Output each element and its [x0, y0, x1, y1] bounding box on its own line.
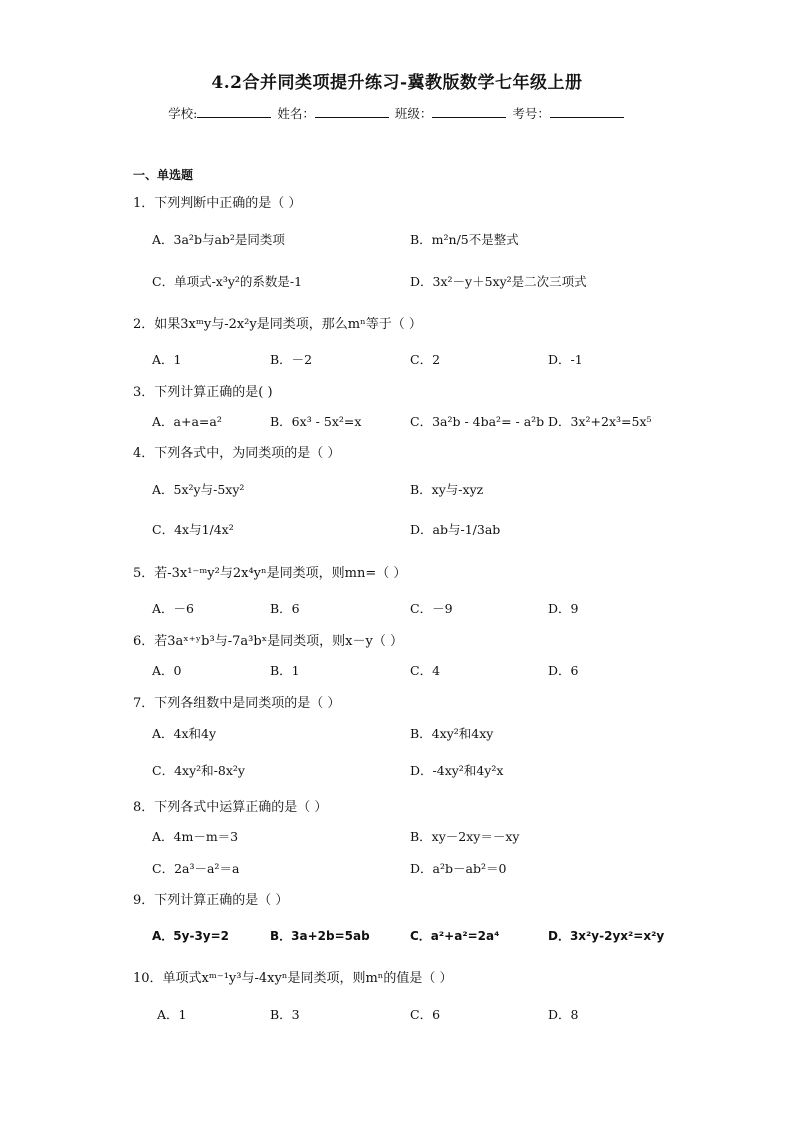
question-4-option-b[interactable]	[410, 480, 483, 498]
option-text: B．－2	[270, 352, 313, 367]
question-8-option-c[interactable]	[152, 859, 239, 877]
question-7-option-c[interactable]	[152, 761, 245, 779]
question-2-option-c[interactable]	[410, 350, 440, 368]
option-text: D．a²b－ab²＝0	[410, 861, 507, 876]
option-text: A．a+a=a²	[152, 414, 222, 429]
exam-number-label: 考号：	[512, 106, 550, 121]
question-3-option-a[interactable]	[152, 412, 222, 430]
question-2-option-d[interactable]	[548, 350, 583, 368]
question-3-option-c[interactable]	[410, 412, 544, 430]
question-8-option-a[interactable]	[152, 827, 238, 845]
name-blank[interactable]	[315, 106, 389, 118]
option-text: B．m²n/5不是整式	[410, 232, 519, 247]
option-text: D．6	[548, 663, 579, 678]
question-5-option-d[interactable]	[548, 599, 578, 617]
question-3-stem: 3．下列计算正确的是( )	[133, 385, 273, 400]
class-blank[interactable]	[432, 106, 506, 118]
option-text: D．9	[548, 601, 579, 616]
option-text: B．6x³ - 5x²=x	[270, 414, 362, 429]
section-heading: 一、单选题	[133, 168, 194, 182]
question-6-stem: 6．若3aˣ⁺ʸb³与-7a³bˣ是同类项，则x－y（ ）	[133, 634, 403, 649]
question-1-option-c[interactable]	[152, 272, 302, 290]
question-2-option-b[interactable]	[270, 350, 312, 368]
option-text: A．5y-3y=2	[152, 929, 230, 943]
question-1-option-a[interactable]	[152, 230, 285, 248]
question-10-option-a[interactable]	[157, 1005, 186, 1023]
question-1-option-b[interactable]	[410, 230, 519, 248]
option-text: A．1	[152, 352, 182, 367]
option-text: B．xy与-xyz	[410, 482, 484, 497]
option-text: C．2	[410, 352, 441, 367]
question-4-option-c[interactable]	[152, 520, 234, 538]
option-text: A．0	[152, 663, 182, 678]
question-7-option-b[interactable]	[410, 724, 493, 742]
question-10-option-c[interactable]	[410, 1005, 440, 1023]
question-9-option-c[interactable]	[410, 927, 499, 944]
option-text: C．3a²b - 4ba²= - a²b	[410, 414, 545, 429]
question-10-option-d[interactable]	[548, 1005, 578, 1023]
class-label: 班级：	[394, 106, 433, 121]
question-5-option-a[interactable]	[152, 599, 194, 617]
question-2-stem: 2．如果3xᵐy与-2x²y是同类项，那么mⁿ等于（ ）	[133, 317, 422, 332]
option-text: B．4xy²和4xy	[410, 726, 494, 741]
option-text: D．3x²y-2yx²=x²y	[548, 929, 665, 943]
option-text: A．5x²y与-5xy²	[152, 482, 245, 497]
question-1-stem: 1．下列判断中正确的是（ ）	[133, 196, 302, 211]
question-5-option-b[interactable]	[270, 599, 300, 617]
option-text: B．3a+2b=5ab	[270, 929, 370, 943]
option-text: C．－9	[410, 601, 453, 616]
question-9-option-a[interactable]	[152, 927, 229, 944]
question-6-option-a[interactable]	[152, 661, 181, 679]
option-text: C．单项式-x³y²的系数是-1	[152, 274, 303, 289]
option-text: D．8	[548, 1007, 579, 1022]
question-8-option-d[interactable]	[410, 859, 506, 877]
option-text: B．3	[270, 1007, 300, 1022]
option-text: D．3x²+2x³=5x⁵	[548, 414, 652, 429]
option-text: B．xy－2xy＝－xy	[410, 829, 520, 844]
question-7-option-a[interactable]	[152, 724, 216, 742]
option-text: A．3a²b与ab²是同类项	[152, 232, 285, 247]
option-text: A．4x和4y	[152, 726, 217, 741]
option-text: B．1	[270, 663, 300, 678]
question-7-option-d[interactable]	[410, 761, 503, 779]
question-10-stem: 10．单项式xᵐ⁻¹y³与-4xyⁿ是同类项，则mⁿ的值是（ ）	[133, 971, 453, 986]
page-title: 4.2合并同类项提升练习-冀教版数学七年级上册	[211, 73, 583, 93]
option-text: C．4	[410, 663, 441, 678]
question-8-option-b[interactable]	[410, 827, 519, 845]
option-text: A．1	[157, 1007, 187, 1022]
question-9-option-b[interactable]	[270, 927, 370, 944]
name-label: 姓名：	[277, 106, 315, 121]
question-1-option-d[interactable]	[410, 272, 587, 290]
school-blank[interactable]	[197, 106, 271, 118]
question-4-option-d[interactable]	[410, 520, 500, 538]
question-10-option-b[interactable]	[270, 1005, 300, 1023]
option-text: D．-1	[548, 352, 583, 367]
question-9-stem: 9．下列计算正确的是（ ）	[133, 893, 289, 908]
school-label: 学校:	[168, 106, 198, 121]
option-text: C．2a³－a²＝a	[152, 861, 240, 876]
question-4-option-a[interactable]	[152, 480, 244, 498]
question-5-option-c[interactable]	[410, 599, 453, 617]
option-text: D．-4xy²和4y²x	[410, 763, 504, 778]
option-text: C．a²+a²=2a⁴	[410, 929, 500, 943]
option-text: D．3x²－y＋5xy²是二次三项式	[410, 274, 587, 289]
question-3-option-b[interactable]	[270, 412, 361, 430]
option-text: B．6	[270, 601, 300, 616]
question-6-option-b[interactable]	[270, 661, 300, 679]
question-5-stem: 5．若-3x¹⁻ᵐy²与2x⁴yⁿ是同类项，则mn=（ ）	[133, 566, 407, 581]
option-text: A．－6	[152, 601, 194, 616]
question-4-stem: 4．下列各式中，为同类项的是（ ）	[133, 446, 341, 461]
option-text: D．ab与-1/3ab	[410, 522, 501, 537]
exam-number-blank[interactable]	[550, 106, 624, 118]
option-text: C．4x与1/4x²	[152, 522, 234, 537]
question-6-option-d[interactable]	[548, 661, 578, 679]
question-3-option-d[interactable]	[548, 412, 652, 430]
question-8-stem: 8．下列各式中运算正确的是（ ）	[133, 800, 328, 815]
question-2-option-a[interactable]	[152, 350, 181, 368]
question-6-option-c[interactable]	[410, 661, 440, 679]
student-info-line	[0, 104, 794, 122]
option-text: A．4m－m＝3	[152, 829, 239, 844]
option-text: C．4xy²和-8x²y	[152, 763, 245, 778]
question-9-option-d[interactable]	[548, 927, 664, 944]
option-text: C．6	[410, 1007, 441, 1022]
question-7-stem: 7．下列各组数中是同类项的是（ ）	[133, 696, 341, 711]
